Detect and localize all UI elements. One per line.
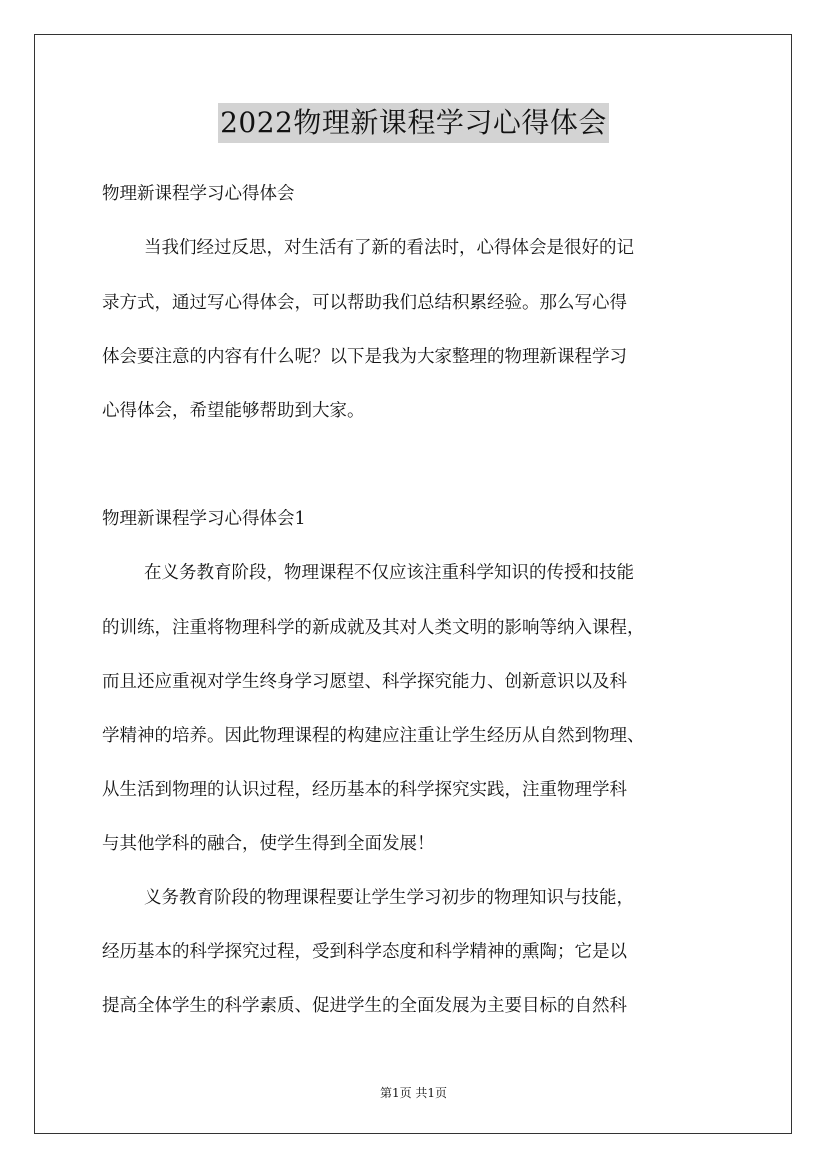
paragraph-line: 学精神的培养。因此物理课程的构建应注重让学生经历从自然到物理、 — [102, 726, 645, 746]
intro-line: 录方式，通过写心得体会，可以帮助我们总结积累经验。那么写心得 — [102, 293, 627, 313]
paragraph-line: 提高全体学生的科学素质、促进学生的全面发展为主要目标的自然科 — [102, 996, 627, 1016]
paragraph-line: 的训练，注重将物理科学的新成就及其对人类文明的影响等纳入课程， — [102, 618, 645, 638]
section-heading: 物理新课程学习心得体会1 — [102, 509, 306, 529]
paragraph-line: 在义务教育阶段，物理课程不仅应该注重科学知识的传授和技能 — [144, 563, 634, 583]
intro-line: 心得体会，希望能够帮助到大家。 — [102, 401, 365, 421]
document-subtitle: 物理新课程学习心得体会 — [102, 184, 295, 204]
title-container — [0, 103, 827, 143]
paragraph-line: 义务教育阶段的物理课程要让学生学习初步的物理知识与技能， — [144, 888, 634, 908]
page-number: 第1页 共1页 — [379, 1086, 448, 1100]
paragraph-line: 经历基本的科学探究过程，受到科学态度和科学精神的熏陶；它是以 — [102, 942, 627, 962]
paragraph-line: 与其他学科的融合，使学生得到全面发展！ — [102, 834, 435, 854]
intro-line: 当我们经过反思，对生活有了新的看法时，心得体会是很好的记 — [144, 238, 634, 258]
paragraph-line: 从生活到物理的认识过程，经历基本的科学探究实践，注重物理学科 — [102, 780, 627, 800]
intro-line: 体会要注意的内容有什么呢？以下是我为大家整理的物理新课程学习 — [102, 347, 627, 367]
paragraph-line: 而且还应重视对学生终身学习愿望、科学探究能力、创新意识以及科 — [102, 672, 627, 692]
document-title: 2022物理新课程学习心得体会 — [218, 103, 609, 143]
